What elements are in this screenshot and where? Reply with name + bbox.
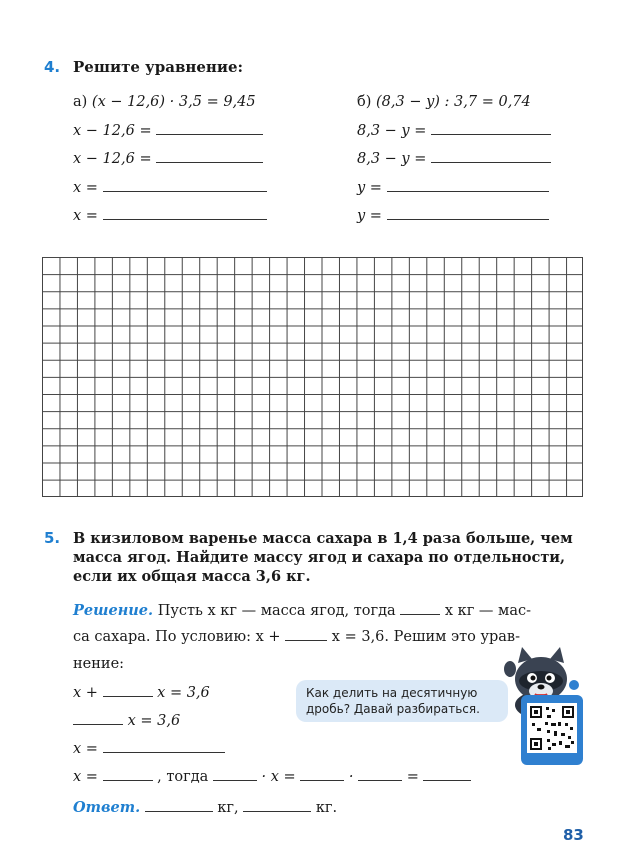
task-4a-label: а) <box>73 94 88 110</box>
qr-code-frame[interactable] <box>521 695 583 765</box>
task-4b-equation <box>357 94 531 110</box>
task-4a-step-4-text: x = <box>73 208 98 224</box>
task-4b-step-2 <box>357 151 551 167</box>
solution-line-3: нение: <box>73 656 125 672</box>
answer-line[interactable] <box>400 613 440 615</box>
solution-label: Решение. <box>73 602 154 619</box>
answer-line[interactable] <box>103 779 153 781</box>
task-4a-step-2 <box>73 151 263 167</box>
solution-eq-2 <box>73 708 180 735</box>
solution-line-2 <box>73 624 520 651</box>
answer-line[interactable] <box>423 779 471 781</box>
solution-eq-1-b: x = 3,6 <box>157 685 210 701</box>
task-4a-step-3-text: x = <box>73 180 98 196</box>
solution-eq-2-text: x = 3,6 <box>127 713 181 729</box>
solution-eq-4-a: x = <box>73 769 98 785</box>
answer-line[interactable] <box>103 218 267 220</box>
task-4a-equation-text: (x − 12,6) · 3,5 = 9,45 <box>91 94 256 110</box>
work-grid[interactable] <box>42 257 583 497</box>
task-4a-step-2-text: x − 12,6 = <box>73 151 152 167</box>
answer-line[interactable] <box>103 695 153 697</box>
answer-line[interactable] <box>103 751 225 753</box>
answer-line[interactable] <box>431 133 551 135</box>
task-5-text-line-3: если их общая масса 3,6 кг. <box>73 568 311 585</box>
answer-line-row <box>73 794 337 822</box>
task-4b-step-1 <box>357 123 551 139</box>
solution-line-2-b: x = 3,6. Решим это урав- <box>331 629 520 645</box>
solution-line-2-a: са сахара. По условию: x + <box>73 629 281 645</box>
task-4b-step-3-text: y = <box>357 180 382 196</box>
answer-line[interactable] <box>387 218 549 220</box>
qr-code-icon <box>527 703 577 753</box>
answer-label: Ответ. <box>73 799 141 816</box>
page-number: 83 <box>563 826 584 844</box>
task-4a-equation <box>73 94 256 110</box>
task-4-title: Решите уравнение: <box>73 58 244 76</box>
task-4b-step-3 <box>357 180 549 196</box>
task-4b-step-4-text: y = <box>357 208 382 224</box>
answer-line[interactable] <box>156 133 263 135</box>
solution-eq-4-b: , тогда <box>157 769 209 785</box>
task-5-text-line-1: В кизиловом варенье масса сахара в 1,4 раза больше, чем <box>73 530 573 547</box>
hint-bubble <box>296 680 508 722</box>
answer-line[interactable] <box>156 161 263 163</box>
solution-line-1 <box>73 597 531 625</box>
solution-line-1-b: x кг — мас- <box>444 603 531 619</box>
hint-line-1: Как делить на десятичную <box>306 686 478 700</box>
task-4b-label: б) <box>357 94 372 110</box>
task-4b-step-2-text: 8,3 − y = <box>357 151 427 167</box>
solution-eq-4 <box>73 764 471 791</box>
answer-line[interactable] <box>358 779 402 781</box>
task-4b-equation-text: (8,3 − y) : 3,7 = 0,74 <box>376 94 531 110</box>
answer-line[interactable] <box>387 190 549 192</box>
solution-eq-3 <box>73 736 225 763</box>
answer-line[interactable] <box>285 639 327 641</box>
task-4a-step-3 <box>73 180 267 196</box>
answer-line[interactable] <box>145 810 213 812</box>
answer-line[interactable] <box>431 161 551 163</box>
task-4-number: 4. <box>44 58 61 76</box>
answer-line[interactable] <box>213 779 257 781</box>
task-4a-step-1-text: x − 12,6 = <box>73 123 152 139</box>
answer-unit-1: кг, <box>217 800 239 816</box>
task-4a-step-4 <box>73 208 267 224</box>
solution-eq-4-d: · <box>348 769 354 785</box>
solution-eq-4-c: · x = <box>261 769 296 785</box>
answer-line[interactable] <box>243 810 311 812</box>
solution-line-1-a: Пусть x кг — масса ягод, тогда <box>157 603 396 619</box>
solution-eq-1 <box>73 680 210 707</box>
answer-line[interactable] <box>300 779 344 781</box>
task-5-number: 5. <box>44 529 61 547</box>
answer-line[interactable] <box>73 723 123 725</box>
hint-line-2: дробь? Давай разбираться. <box>306 702 480 716</box>
answer-unit-2: кг. <box>315 800 338 816</box>
solution-eq-1-a: x + <box>73 685 98 701</box>
answer-line[interactable] <box>103 190 267 192</box>
task-4b-step-1-text: 8,3 − y = <box>357 123 427 139</box>
task-4b-step-4 <box>357 208 549 224</box>
solution-eq-4-e: = <box>406 769 419 785</box>
task-4a-step-1 <box>73 123 263 139</box>
task-5-text-line-2: масса ягод. Найдите массу ягод и сахара по отдельности, <box>73 549 566 566</box>
solution-eq-3-text: x = <box>73 741 98 757</box>
